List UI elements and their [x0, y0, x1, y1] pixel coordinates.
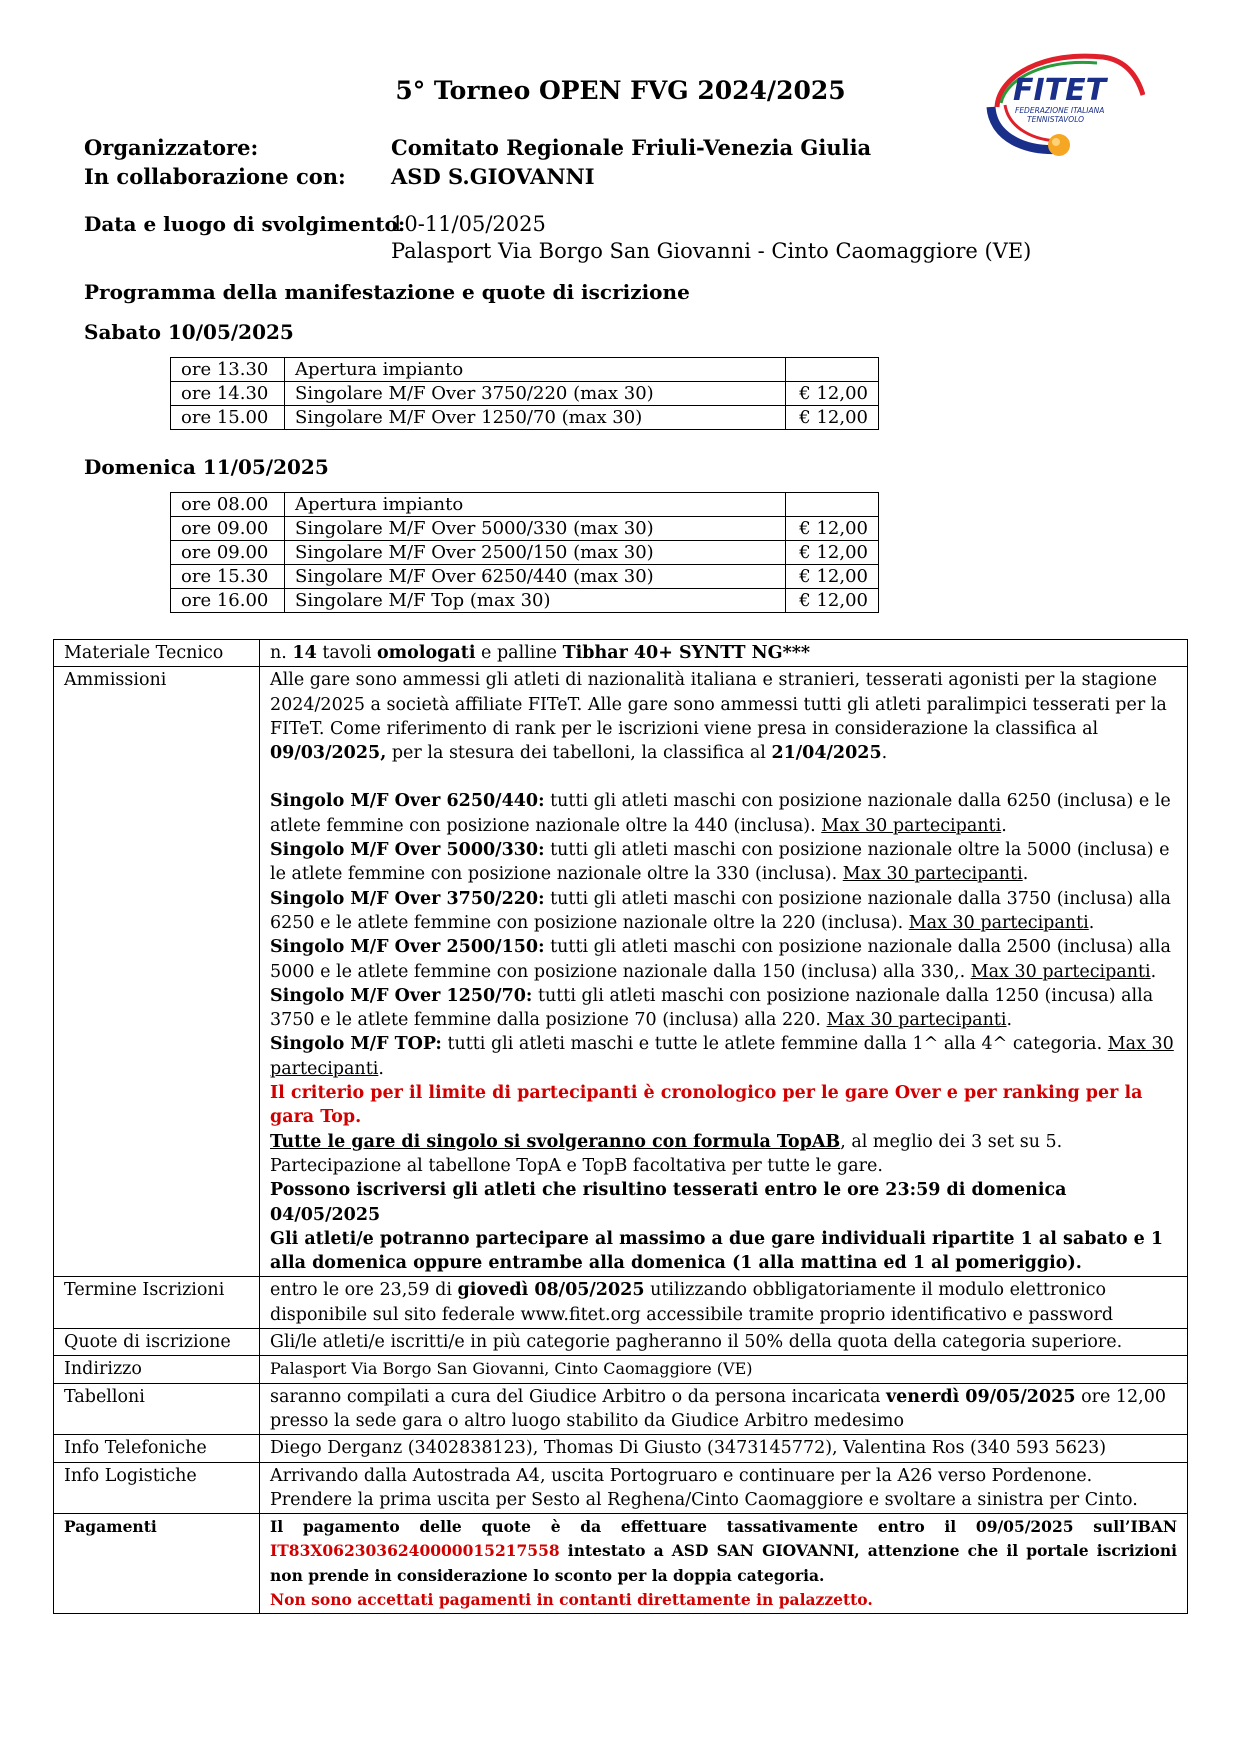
collaborazione-value: ASD S.GIOVANNI — [391, 164, 595, 189]
svg-text:FITET: FITET — [1013, 73, 1107, 108]
schedule-price — [786, 493, 879, 517]
sabato-schedule-table — [170, 357, 879, 430]
schedule-time: ore 14.30 — [171, 382, 285, 406]
iscrizione-note: Possono iscriversi gli atleti che risultino tesserati entro le ore 23:59 di domenica 04/05/2025 — [270, 1180, 1067, 1225]
schedule-time: ore 16.00 — [171, 589, 285, 613]
schedule-time: ore 13.30 — [171, 358, 285, 382]
schedule-price: € 12,00 — [786, 541, 879, 565]
info-key: Pagamenti — [54, 1514, 260, 1614]
sabato-title: Sabato 10/05/2025 — [84, 320, 294, 344]
info-value-termine: entro le ore 23,59 di giovedì 08/05/2025 utilizzando obbligatoriamente il modulo elettronico disponibile sul sito federale www.fitet.org accessibile tramite proprio identificativo e password — [260, 1277, 1188, 1329]
info-value-quote: Gli/le atleti/e iscritti/e in più categorie pagheranno il 50% della quota della categoria superiore. — [260, 1329, 1188, 1356]
info-value-materiale: n. 14 tavoli omologati e palline Tibhar 40+ SYNTT NG*** — [260, 640, 1188, 667]
info-row-quote — [54, 1329, 1188, 1356]
info-value-indirizzo: Palasport Via Borgo San Giovanni, Cinto Caomaggiore (VE) — [260, 1356, 1188, 1383]
schedule-event: Apertura impianto — [285, 358, 786, 382]
domenica-schedule-table — [170, 492, 879, 613]
category-1250: Singolo M/F Over 1250/70: tutti gli atleti maschi con posizione nazionale dalla 1250 (incusa) alla 3750 e le atlete femmine dalla posizione 70 (inclusa) alla 220. Max 30 partecipanti. — [270, 985, 1154, 1031]
data-value: 10-11/05/2025 — [391, 212, 546, 236]
info-key: Tabelloni — [54, 1383, 260, 1435]
schedule-price: € 12,00 — [786, 382, 879, 406]
category-5000: Singolo M/F Over 5000/330: tutti gli atleti maschi con posizione nazionale oltre la 5000 (inclusa) e le atlete femmine con posizione nazionale oltre la 330 (inclusa). Max 30 partecipanti. — [270, 840, 1170, 885]
info-value-pagamenti: Il pagamento delle quote è da effettuare tassativamente entro il 09/05/2025 sull’IBAN IT83X0623036240000015217558 intestato a ASD SAN GIOVANNI, attenzione che il portale iscrizioni non prende in considerazione lo sconto per la doppia categoria. Non sono accettati pagamenti in contanti direttamente in palazzetto. — [260, 1514, 1188, 1614]
info-row-pagamenti — [54, 1514, 1188, 1614]
domenica-title: Domenica 11/05/2025 — [84, 455, 329, 479]
schedule-row — [171, 541, 879, 565]
formula-note: Tutte le gare di singolo si svolgeranno con formula TopAB, al meglio dei 3 set su 5. — [270, 1131, 1063, 1152]
programma-title: Programma della manifestazione e quote di iscrizione — [84, 280, 690, 304]
info-key: Ammissioni — [54, 667, 260, 1277]
info-row-termine — [54, 1277, 1188, 1329]
schedule-row — [171, 358, 879, 382]
svg-text:TENNISTAVOLO: TENNISTAVOLO — [1027, 115, 1085, 124]
category-2500: Singolo M/F Over 2500/150: tutti gli atleti maschi con posizione nazionale dalla 2500 (inclusa) alla 5000 e le atlete femmine con posizione nazionale dalla 150 (inclusa) alla 330,. Max 30 partecipanti. — [270, 937, 1171, 982]
info-key: Indirizzo — [54, 1356, 260, 1383]
schedule-row — [171, 493, 879, 517]
schedule-time: ore 15.00 — [171, 406, 285, 430]
info-row-materiale — [54, 640, 1188, 667]
info-row-logistiche — [54, 1462, 1188, 1514]
category-3750: Singolo M/F Over 3750/220: tutti gli atleti maschi con posizione nazionale dalla 3750 (inclusa) alla 6250 e le atlete femmine con posizione nazionale oltre la 220 (inclusa). Max 30 partecipanti. — [270, 888, 1171, 933]
page-title: 5° Torneo OPEN FVG 2024/2025 — [395, 76, 846, 105]
info-key: Quote di iscrizione — [54, 1329, 260, 1356]
info-key: Materiale Tecnico — [54, 640, 260, 667]
schedule-time: ore 08.00 — [171, 493, 285, 517]
schedule-price: € 12,00 — [786, 589, 879, 613]
info-row-ammissioni — [54, 667, 1188, 1277]
schedule-event: Singolare M/F Over 2500/150 (max 30) — [285, 541, 786, 565]
info-value-ammissioni — [260, 667, 1188, 1277]
partecipazione-note: Partecipazione al tabellone TopA e TopB facoltativa per tutte le gare. — [270, 1155, 883, 1176]
fitet-logo-icon — [985, 45, 1145, 163]
info-key: Termine Iscrizioni — [54, 1277, 260, 1329]
schedule-event: Singolare M/F Top (max 30) — [285, 589, 786, 613]
schedule-time: ore 09.00 — [171, 541, 285, 565]
info-key: Info Telefoniche — [54, 1435, 260, 1462]
info-row-tabelloni — [54, 1383, 1188, 1435]
info-row-indirizzo — [54, 1356, 1188, 1383]
data-label: Data e luogo di svolgimento: — [84, 212, 406, 236]
schedule-row — [171, 406, 879, 430]
schedule-event: Apertura impianto — [285, 493, 786, 517]
schedule-event: Singolare M/F Over 1250/70 (max 30) — [285, 406, 786, 430]
criterio-note: Il criterio per il limite di partecipanti è cronologico per le gare Over e per ranking per la gara Top. — [270, 1083, 1143, 1128]
collaborazione-label: In collaborazione con: — [84, 164, 346, 189]
info-row-telefoniche — [54, 1435, 1188, 1462]
info-value-logistiche: Arrivando dalla Autostrada A4, uscita Portogruaro e continuare per la A26 verso Pordenone. Prendere la prima uscita per Sesto al Reghena/Cinto Caomaggiore e svoltare a sinistra per Cinto. — [260, 1462, 1188, 1514]
schedule-price — [786, 358, 879, 382]
info-table — [53, 639, 1188, 1614]
info-key: Info Logistiche — [54, 1462, 260, 1514]
category-6250: Singolo M/F Over 6250/440: tutti gli atleti maschi con posizione nazionale dalla 6250 (inclusa) e le atlete femmine con posizione nazionale oltre la 440 (inclusa). Max 30 partecipanti. — [270, 791, 1171, 836]
schedule-price: € 12,00 — [786, 406, 879, 430]
organizzatore-value: Comitato Regionale Friuli-Venezia Giulia — [391, 135, 872, 160]
schedule-time: ore 09.00 — [171, 517, 285, 541]
organizzatore-label: Organizzatore: — [84, 135, 259, 160]
schedule-event: Singolare M/F Over 5000/330 (max 30) — [285, 517, 786, 541]
info-value-tabelloni: saranno compilati a cura del Giudice Arbitro o da persona incaricata venerdì 09/05/2025 ore 12,00 presso la sede gara o altro luogo stabilito da Giudice Arbitro medesimo — [260, 1383, 1188, 1435]
limite-note: Gli atleti/e potranno partecipare al massimo a due gare individuali ripartite 1 al sabato e 1 alla domenica oppure entrambe alla domenica (1 alla mattina ed 1 al pomeriggio). — [270, 1228, 1164, 1274]
fitet-logo — [985, 45, 1145, 163]
schedule-row — [171, 517, 879, 541]
info-value-telefoniche: Diego Derganz (3402838123), Thomas Di Giusto (3473145772), Valentina Ros (340 593 5623) — [260, 1435, 1188, 1462]
schedule-price: € 12,00 — [786, 565, 879, 589]
category-top: Singolo M/F TOP: tutti gli atleti maschi e tutte le atlete femmine dalla 1^ alla 4^ categoria. Max 30 partecipanti. — [270, 1034, 1174, 1079]
svg-text:FEDERAZIONE ITALIANA: FEDERAZIONE ITALIANA — [1015, 106, 1105, 115]
luogo-value: Palasport Via Borgo San Giovanni - Cinto Caomaggiore (VE) — [391, 239, 1032, 263]
schedule-time: ore 15.30 — [171, 565, 285, 589]
schedule-event: Singolare M/F Over 6250/440 (max 30) — [285, 565, 786, 589]
schedule-row — [171, 589, 879, 613]
schedule-price: € 12,00 — [786, 517, 879, 541]
schedule-row — [171, 382, 879, 406]
ammissioni-intro: Alle gare sono ammessi gli atleti di nazionalità italiana e stranieri, tesserati agonisti per la stagione 2024/2025 a società affiliate FITeT. Alle gare sono ammessi tutti gli atleti paralimpici tesserati per la FITeT. Come riferimento di rank per le iscrizioni viene presa in considerazione la classifica al 09/03/2025, per la stesura dei tabelloni, la classifica al 21/04/2025. — [270, 670, 1167, 764]
schedule-row — [171, 565, 879, 589]
schedule-event: Singolare M/F Over 3750/220 (max 30) — [285, 382, 786, 406]
